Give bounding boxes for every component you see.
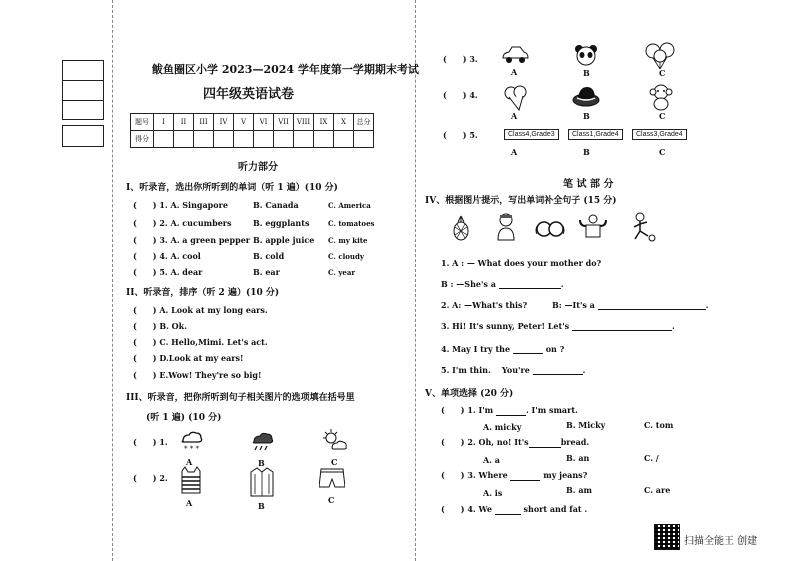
binding-info-box-2 — [62, 125, 104, 147]
section-3-title: III、听录音，把你所听到句子相关图片的选项填在括号里 — [126, 393, 355, 403]
s4-q2-a: 2. A: —What's this? — [441, 300, 528, 310]
listening-heading: 听力部分 — [238, 162, 278, 173]
pineapple-icon — [452, 215, 470, 241]
s5-q1-c: C. tom — [644, 420, 674, 430]
class-option-a: Class4,Grade3 — [504, 129, 559, 140]
shorts-icon — [319, 467, 345, 491]
s3-q2-label-b: B — [258, 501, 265, 511]
goggles-icon — [535, 218, 565, 240]
s5-q3: ( ) 3. Where my jeans? — [441, 470, 588, 480]
rain-cloud-icon — [250, 430, 276, 454]
monkey-icon — [648, 83, 674, 111]
s4-q5: 5. I'm thin. You're . — [441, 365, 586, 375]
s5-q1-b: B. Micky — [566, 420, 606, 430]
s3-q1-label-a: A — [186, 457, 193, 467]
qr-code-icon — [654, 524, 680, 550]
section-1-title: I、听录音，选出你所听到的单词（听 1 遍）(10 分) — [126, 183, 338, 193]
s3-q3-label-c: C — [659, 68, 666, 78]
s3-q4-label-a: A — [511, 111, 518, 121]
s3-q1-label-b: B — [258, 458, 265, 468]
svg-text:* * *: * * * — [184, 445, 199, 453]
exam-subtitle: 四年级英语试卷 — [203, 87, 295, 102]
balloons-icon — [644, 42, 678, 70]
s3-q5: ( ) 5. — [443, 130, 478, 140]
s5-q3-c: C. are — [644, 485, 671, 495]
s3-q1: ( ) 1. — [133, 437, 168, 447]
s5-q3-b: B. am — [566, 485, 592, 495]
section-4-title: IV、根据图片提示，写出单词补全句子 (15 分) — [425, 196, 617, 206]
s4-q1: 1. A : — What does your mother do? — [441, 258, 602, 268]
nurse-icon — [494, 212, 518, 242]
striped-vest-icon — [180, 465, 202, 495]
s3-q5-label-b: B — [583, 147, 590, 157]
s3-q2-label-c: C — [328, 495, 335, 505]
s5-q2-a: A. a — [483, 455, 500, 465]
s5-q2: ( ) 2. Oh, no! It's bread. — [441, 437, 590, 447]
panda-icon — [574, 44, 598, 66]
car-icon — [500, 44, 530, 66]
s4-q4: 4. May I try the on ? — [441, 344, 565, 354]
binding-info-box — [62, 60, 104, 120]
s5-q2-b: B. an — [566, 453, 590, 463]
ice-cream-icon — [502, 84, 530, 112]
section-5-title: V、单项选择 (20 分) — [425, 389, 514, 399]
s3-q4-label-c: C — [659, 111, 666, 121]
class-option-c: Class3,Grade4 — [632, 129, 687, 140]
center-fold-line — [415, 0, 416, 561]
s3-q2: ( ) 2. — [133, 473, 168, 483]
s5-q3-a: A. is — [483, 488, 503, 498]
writing-heading: 笔 试 部 分 — [563, 179, 614, 190]
s3-q3-label-b: B — [583, 68, 590, 78]
s4-q1-b: B : —She's a . — [441, 279, 564, 289]
s3-q4-label-b: B — [583, 111, 590, 121]
s3-q1-label-c: C — [331, 457, 338, 467]
shirt-icon — [249, 466, 275, 498]
sun-cloud-icon — [320, 428, 348, 454]
s5-q1-a: A. micky — [483, 422, 522, 432]
snow-cloud-icon — [178, 428, 204, 454]
section-3-title-2: (听 1 遍) (10 分) — [146, 413, 222, 423]
hat-icon — [571, 84, 601, 110]
score-table: 题号 I II III IV V VI VII VIII IX X 总分 得分 — [130, 113, 374, 148]
playing-football-icon — [628, 212, 658, 242]
s5-q2-c: C. / — [644, 453, 659, 463]
section-2-title: II、听录音，排序（听 2 遍）(10 分) — [126, 288, 280, 298]
s5-q4: ( ) 4. We short and fat . — [441, 504, 588, 514]
strong-man-icon — [578, 213, 608, 241]
s5-q1: ( ) 1. I'm . I'm smart. — [441, 405, 578, 415]
binding-fold-line — [112, 0, 113, 561]
s3-q2-label-a: A — [186, 498, 193, 508]
class-option-b: Class1,Grade4 — [568, 129, 623, 140]
scanner-watermark: 扫描全能王 创建 — [684, 536, 758, 547]
s4-q2-b: B: —It's a . — [552, 300, 709, 310]
s4-q3: 3. Hi! It's sunny, Peter! Let's . — [441, 321, 675, 331]
s3-q5-label-a: A — [511, 147, 518, 157]
s3-q3: ( ) 3. — [443, 54, 478, 64]
s3-q3-label-a: A — [511, 67, 518, 77]
s3-q5-label-c: C — [659, 147, 666, 157]
exam-title: 鲅鱼圈区小学 2023—2024 学年度第一学期期末考试 — [152, 63, 419, 76]
s3-q4: ( ) 4. — [443, 90, 478, 100]
